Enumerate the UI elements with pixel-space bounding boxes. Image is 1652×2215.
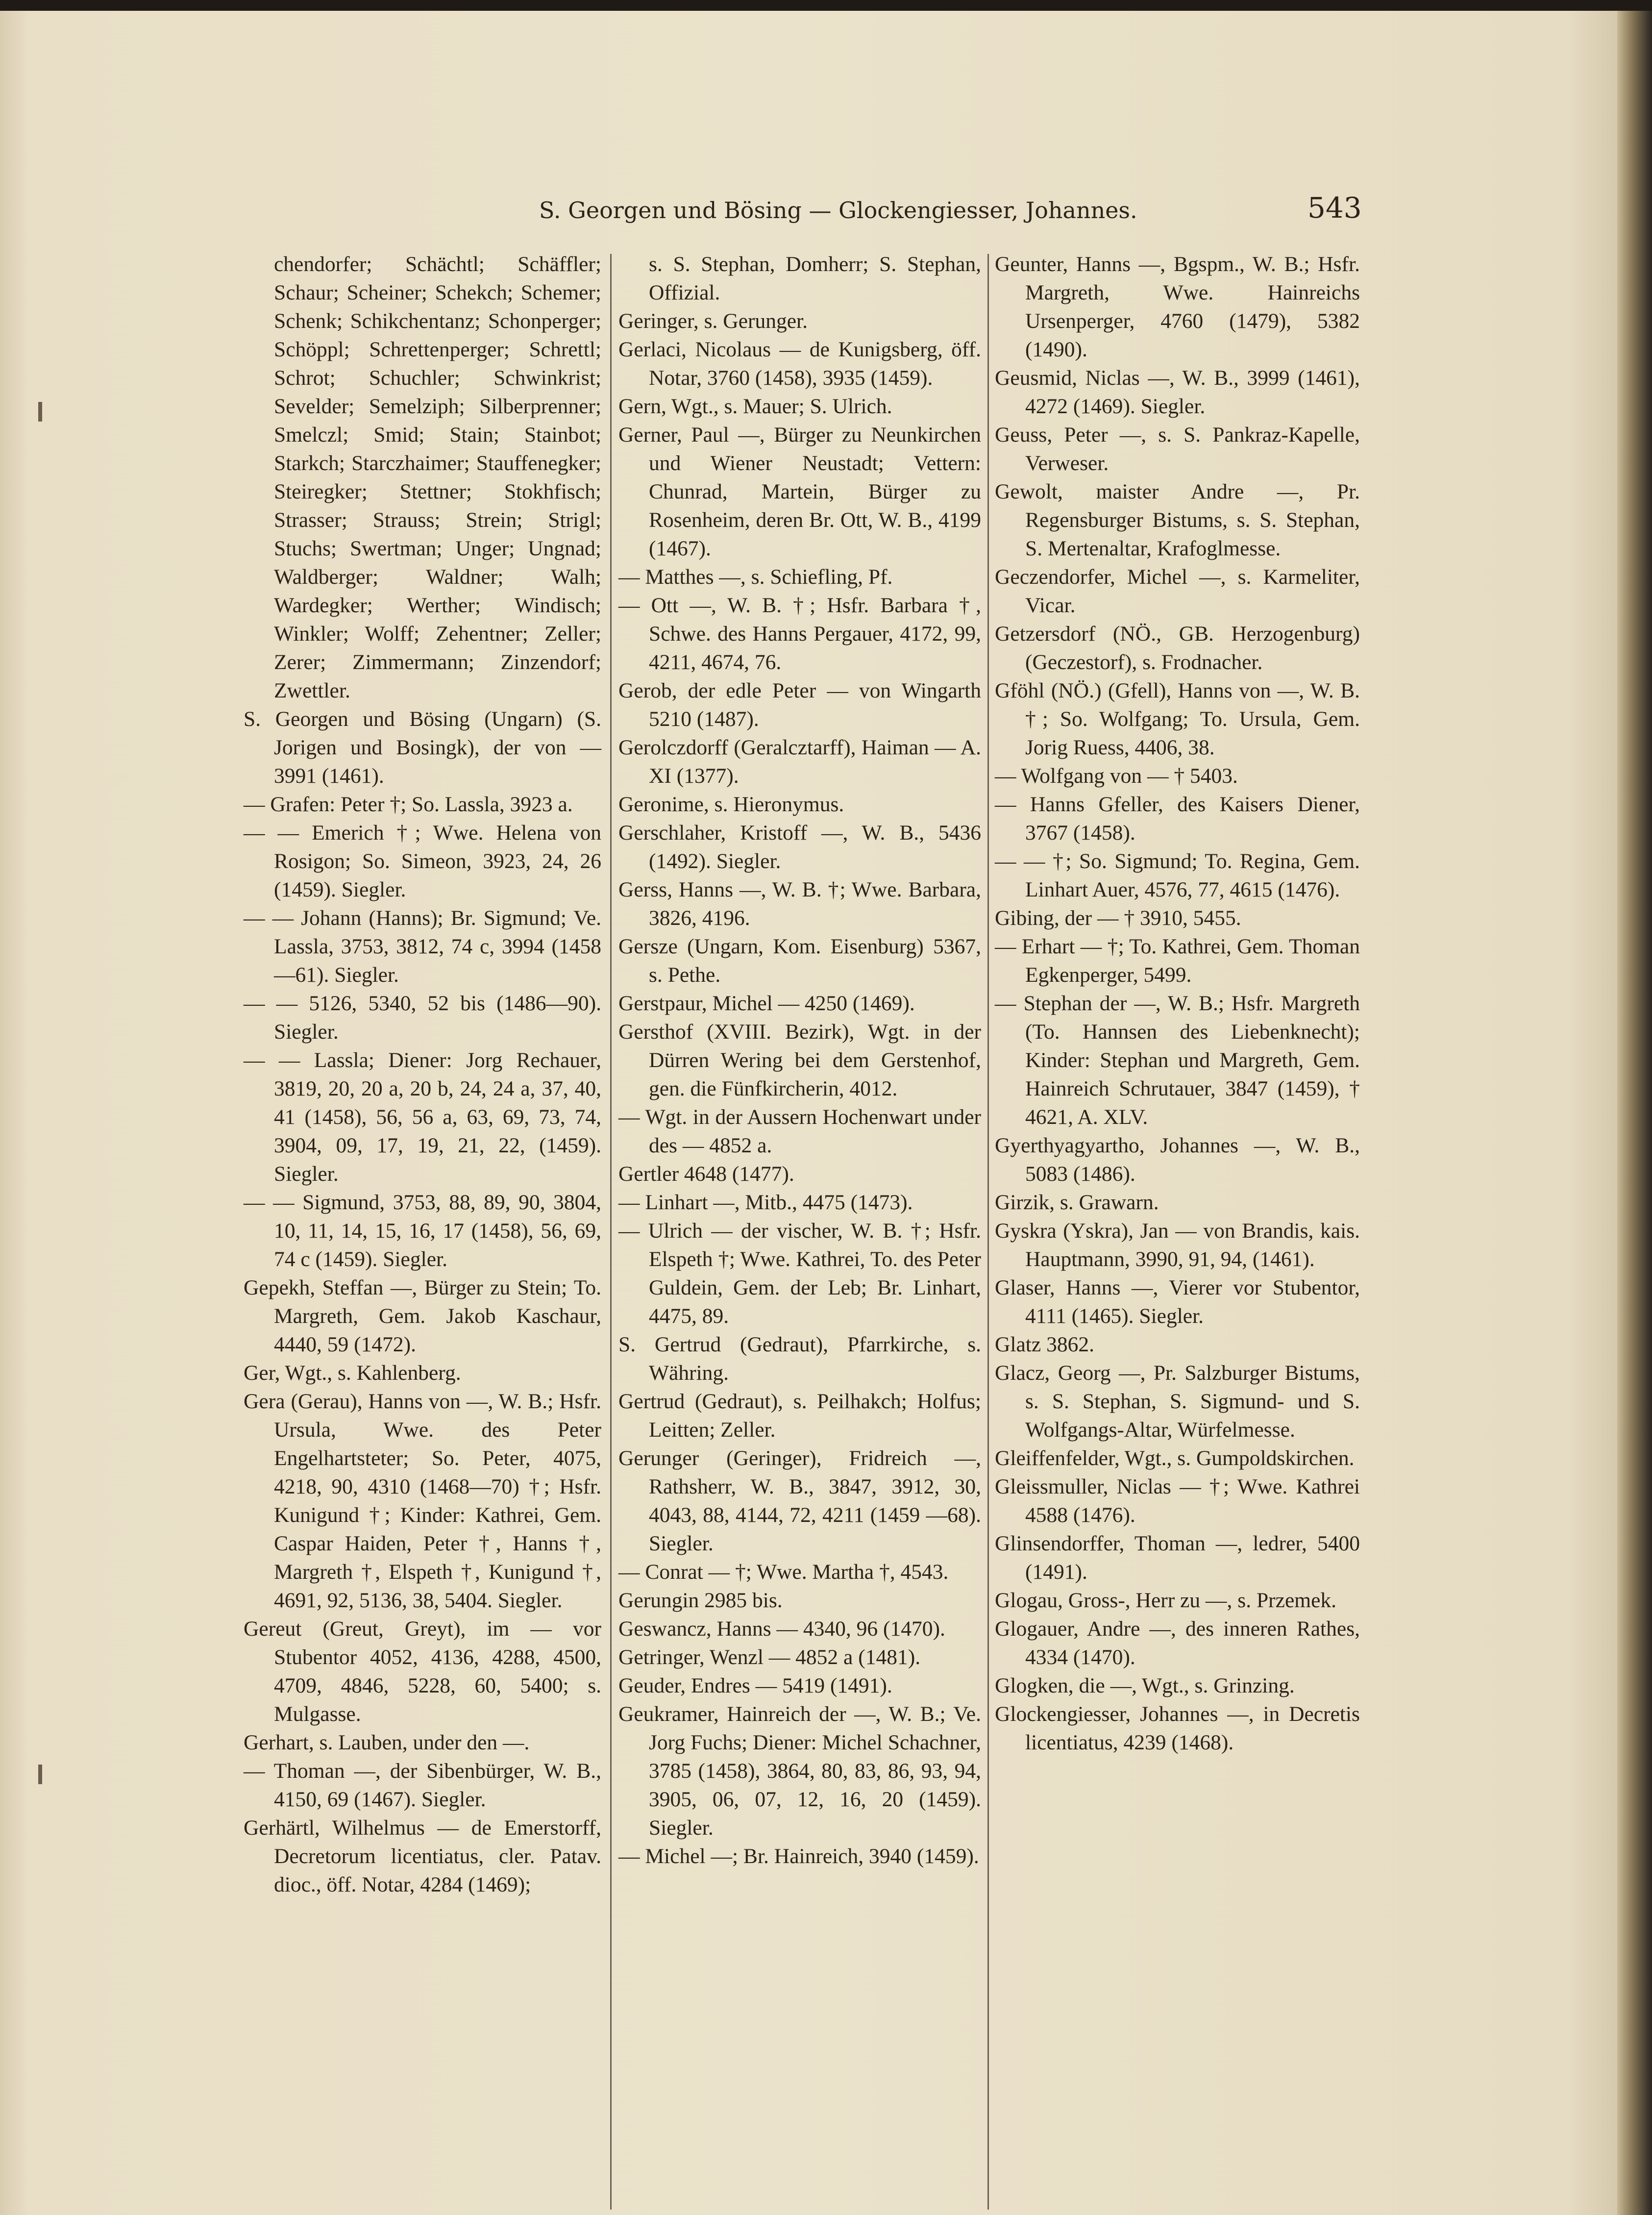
index-entry: Geunter, Hanns —, Bgspm., W. B.; Hsfr. Margreth, Wwe. Hainreichs Ursenperger, 4760 (1479), 5382 (1490). [995,252,1360,361]
index-entry: Getringer, Wenzl — 4852 a (1481). [618,1645,921,1669]
index-entry: Gerlaci, Nicolaus — de Kunigsberg, öff. Notar, 3760 (1458), 3935 (1459). [618,338,981,390]
index-column-left [244,250,601,1899]
index-entry: Gepekh, Steffan —, Bürger zu Stein; To. Margreth, Gem. Jakob Kaschaur, 4440, 59 (1472). [244,1276,601,1356]
index-entry: Gerstpaur, Michel — 4250 (1469). [618,992,915,1015]
index-entry: Glinsendorffer, Thoman —, ledrer, 5400 (1491). [995,1532,1360,1584]
index-entry: Gyskra (Yskra), Jan — von Brandis, kais. Hauptmann, 3990, 91, 94, (1461). [995,1219,1360,1271]
margin-mark [38,1765,42,1784]
index-entry: — Thoman —, der Sibenbürger, W. B., 4150, 69 (1467). Siegler. [244,1759,601,1811]
index-entry: Geringer, s. Gerunger. [618,309,808,333]
index-entry: — Erhart — †; To. Kathrei, Gem. Thoman Egkenperger, 5499. [995,935,1360,987]
index-entry: — — Sigmund, 3753, 88, 89, 90, 3804, 10, 11, 14, 15, 16, 17 (1458), 56, 69, 74 c (1459). Siegler. [244,1191,601,1271]
index-entry: — Wgt. in der Aussern Hochenwart under des — 4852 a. [618,1105,981,1157]
index-entry: — Conrat — †; Wwe. Martha †, 4543. [618,1560,949,1584]
index-entry: Glogken, die —, Wgt., s. Grinzing. [995,1674,1295,1697]
index-entry: — — 5126, 5340, 52 bis (1486—90). Siegler. [244,992,601,1044]
index-entry: Gerob, der edle Peter — von Wingarth 5210 (1487). [618,679,981,731]
index-entry: Gersthof (XVIII. Bezirk), Wgt. in der Dürren Wering bei dem Gerstenhof, gen. die Fünfkircherin, 4012. [618,1020,981,1100]
index-entry: Gleissmuller, Niclas — †; Wwe. Kathrei 4588 (1476). [995,1475,1360,1527]
index-entry: Gerunger (Geringer), Fridreich —, Rathsherr, W. B., 3847, 3912, 30, 4043, 88, 4144, 72, 4211 (1459 —68). Siegler. [618,1446,981,1555]
index-entry: Geukramer, Hainreich der —, W. B.; Ve. Jorg Fuchs; Diener: Michel Schachner, 3785 (1458), 3864, 80, 83, 86, 93, 94, 3905, 06, 07, 12, 16, 20 (1459). Siegler. [618,1702,981,1840]
index-entry: Gertler 4648 (1477). [618,1162,794,1186]
column-rule [610,254,612,2210]
index-entry: Glacz, Georg —, Pr. Salzburger Bistums, s. S. Stephan, S. Sigmund- und S. Wolfgangs-Altar, Würfelmesse. [995,1361,1360,1442]
index-entry: S. Gertrud (Gedraut), Pfarrkirche, s. Währing. [618,1333,981,1385]
index-entry-continuation: chendorfer; Schächtl; Schäffler; Schaur; Scheiner; Schekch; Schemer; Schenk; Schikchentanz; Schonperger; Schöppl; Schrettenperger; Schrettl; Schrot; Schuchler; Schwinkrist; Sevelder; Semelziph; Silberprenner; Smelczl; Smid; Stain; Stainbot; Starkch; Starczhaimer; Stauffenegker; Steiregker; Stettner; Stokhfisch; Strasser; Strauss; Strein; Strigl; Stuchs; Swertman; Unger; Ungnad; Waldberger; Waldner; Walh; Wardegker; Werther; Windisch; Winkler; Wolff; Zehentner; Zeller; Zerer; Zimmermann; Zinzendorf; Zwettler. [274,252,601,702]
index-entry: Gera (Gerau), Hanns von —, W. B.; Hsfr. Ursula, Wwe. des Peter Engelhartsteter; So. Peter, 4075, 4218, 90, 4310 (1468—70) †; Hsfr. Kunigund †; Kinder: Kathrei, Gem. Caspar Haiden, Peter †, Hanns †, Margreth †, Elspeth †, Kunigund †, 4691, 92, 5136, 38, 5404. Siegler. [244,1390,601,1612]
page-edge [1617,0,1652,2215]
index-entry: — Linhart —, Mitb., 4475 (1473). [618,1191,913,1214]
index-entry: Geczendorfer, Michel —, s. Karmeliter, Vicar. [995,565,1360,617]
index-entry: Glogauer, Andre —, des inneren Rathes, 4334 (1470). [995,1617,1360,1669]
index-entry-continuation: s. S. Stephan, Domherr; S. Stephan, Offizial. [649,252,981,304]
index-entry: — Grafen: Peter †; So. Lassla, 3923 a. [244,793,573,816]
index-entry: Geuss, Peter —, s. S. Pankraz-Kapelle, Verweser. [995,423,1360,475]
index-entry: Gerner, Paul —, Bürger zu Neunkirchen und Wiener Neustadt; Vettern: Chunrad, Martein, Bürger zu Rosenheim, deren Br. Ott, W. B., 4199 (1467). [618,423,981,560]
index-entry: Geuder, Endres — 5419 (1491). [618,1674,892,1697]
index-entry: — — Lassla; Diener: Jorg Rechauer, 3819, 20, 20 a, 20 b, 24, 24 a, 37, 40, 41 (1458), 56, 56 a, 63, 69, 73, 74, 3904, 09, 17, 19, 21, 22, (1459). Siegler. [244,1048,601,1186]
index-entry: Glatz 3862. [995,1333,1094,1356]
index-entry: Gföhl (NÖ.) (Gfell), Hanns von —, W. B. †; So. Wolfgang; To. Ursula, Gem. Jorig Ruess, 4406, 38. [995,679,1360,759]
index-entry: Gerschlaher, Kristoff —, W. B., 5436 (1492). Siegler. [618,821,981,873]
index-entry: Gertrud (Gedraut), s. Peilhakch; Holfus; Leitten; Zeller. [618,1390,981,1442]
column-rule [987,254,989,2210]
margin-mark [38,402,42,422]
running-header: S. Georgen und Bösing — Glockengiesser, Johannes. [539,197,1137,224]
index-entry: Geusmid, Niclas —, W. B., 3999 (1461), 4272 (1469). Siegler. [995,366,1360,418]
index-entry: — — Emerich †; Wwe. Helena von Rosigon; So. Simeon, 3923, 24, 26 (1459). Siegler. [244,821,601,901]
index-entry: Gerhärtl, Wilhelmus — de Emerstorff, Decretorum licentiatus, cler. Patav. dioc., öff. Notar, 4284 (1469); [244,1816,601,1896]
index-entry: — Ulrich — der vischer, W. B. †; Hsfr. Elspeth †; Wwe. Kathrei, To. des Peter Guldein, Gem. der Leb; Br. Linhart, 4475, 89. [618,1219,981,1328]
index-column-middle [618,250,981,1870]
index-entry: Gern, Wgt., s. Mauer; S. Ulrich. [618,395,892,418]
page-number: 543 [1307,191,1362,224]
index-entry: Gewolt, maister Andre —, Pr. Regensburger Bistums, s. S. Stephan, S. Mertenaltar, Krafoglmesse. [995,480,1360,560]
index-entry: Gerss, Hanns —, W. B. †; Wwe. Barbara, 3826, 4196. [618,878,981,930]
index-entry: — Wolfgang von — † 5403. [995,764,1238,788]
index-entry: Getzersdorf (NÖ., GB. Herzogenburg) (Geczestorf), s. Frodnacher. [995,622,1360,674]
index-entry: Glogau, Gross-, Herr zu —, s. Przemek. [995,1589,1337,1612]
index-entry: Gerungin 2985 bis. [618,1589,783,1612]
index-entry: — — †; So. Sigmund; To. Regina, Gem. Linhart Auer, 4576, 77, 4615 (1476). [995,849,1360,901]
index-entry: Gyerthyagyartho, Johannes —, W. B., 5083 (1486). [995,1134,1360,1186]
index-entry: S. Georgen und Bösing (Ungarn) (S. Jorigen und Bosingk), der von — 3991 (1461). [244,707,601,788]
index-entry: Glockengiesser, Johannes —, in Decretis licentiatus, 4239 (1468). [995,1702,1360,1754]
index-entry: Geswancz, Hanns — 4340, 96 (1470). [618,1617,945,1641]
index-entry: Geronime, s. Hieronymus. [618,793,844,816]
index-entry: Gleiffenfelder, Wgt., s. Gumpoldskirchen. [995,1446,1355,1470]
index-entry: Ger, Wgt., s. Kahlenberg. [244,1361,461,1385]
index-entry: Gibing, der — † 3910, 5455. [995,906,1241,930]
index-entry: Gerolczdorff (Geralcztarff), Haiman — A. XI (1377). [618,736,981,788]
index-entry: Gersze (Ungarn, Kom. Eisenburg) 5367, s. Pethe. [618,935,981,987]
index-entry: Glaser, Hanns —, Vierer vor Stubentor, 4111 (1465). Siegler. [995,1276,1360,1328]
scan-border [0,0,1652,11]
index-entry: Gerhart, s. Lauben, under den —. [244,1731,530,1754]
index-entry: — Ott —, W. B. †; Hsfr. Barbara †, Schwe. des Hanns Pergauer, 4172, 99, 4211, 4674, 76. [618,594,981,674]
index-column-right [995,250,1360,1757]
index-entry: — Matthes —, s. Schiefling, Pf. [618,565,893,589]
index-entry: — Michel —; Br. Hainreich, 3940 (1459). [618,1844,979,1868]
index-entry: — — Johann (Hanns); Br. Sigmund; Ve. Lassla, 3753, 3812, 74 c, 3994 (1458—61). Siegler. [244,906,601,987]
index-entry: Gereut (Greut, Greyt), im — vor Stubentor 4052, 4136, 4288, 4500, 4709, 4846, 5228, 60, 5400; s. Mulgasse. [244,1617,601,1726]
index-entry: — Hanns Gfeller, des Kaisers Diener, 3767 (1458). [995,793,1360,845]
index-entry: Girzik, s. Grawarn. [995,1191,1159,1214]
index-entry: — Stephan der —, W. B.; Hsfr. Margreth (To. Hannsen des Liebenknecht); Kinder: Stephan und Margreth, Gem. Hainreich Schrutauer, 3847 (1459), † 4621, A. XLV. [995,992,1360,1129]
